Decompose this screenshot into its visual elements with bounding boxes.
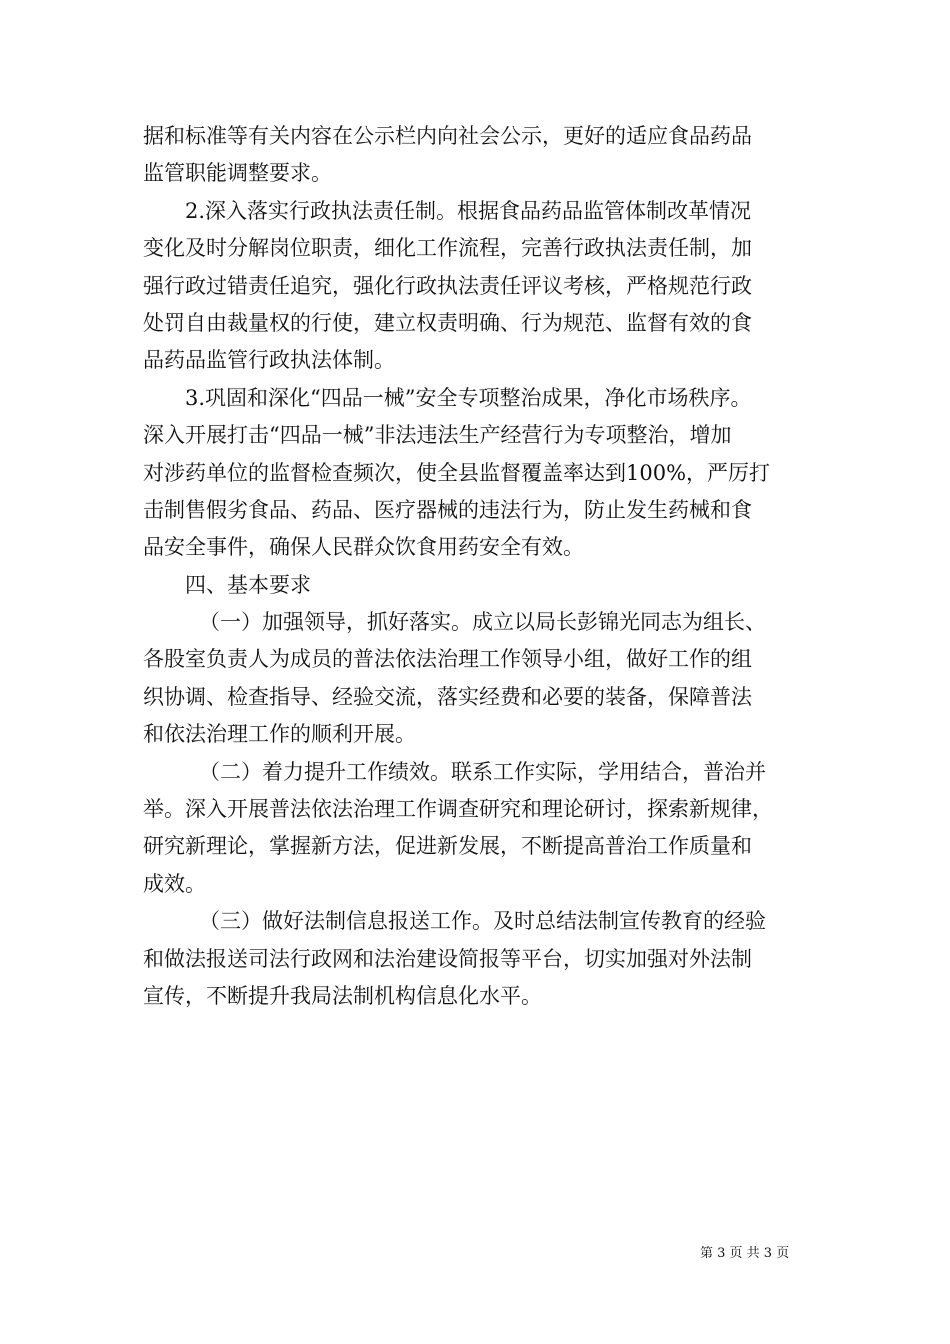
text-line: 强行政过错责任追究，强化行政执法责任评议考核，严格规范行政	[143, 273, 752, 298]
text-line: 深入开展打击“四品一械”非法违法生产经营行为专项整治，增加	[143, 423, 732, 448]
text-line: 品安全事件，确保人民群众饮食用药安全有效。	[143, 535, 584, 560]
paragraph-start-line: （二）着力提升工作绩效。联系工作实际，学用结合，普治并	[199, 759, 766, 784]
text-line: 品药品监管行政执法体制。	[143, 348, 395, 373]
text-line: 对涉药单位的监督检查频次，使全县监督覆盖率达到100%，严厉打	[143, 460, 771, 485]
document-body	[143, 118, 811, 1015]
paragraph-start-line: （三）做好法制信息报送工作。及时总结法制宣传教育的经验	[199, 909, 766, 934]
text-line: 处罚自由裁量权的行使，建立权责明确、行为规范、监督有效的食	[143, 310, 752, 335]
text-line: 研究新理论，掌握新方法，促进新发展，不断提高普治工作质量和	[143, 834, 752, 859]
text-line: 变化及时分解岗位职责，细化工作流程，完善行政执法责任制，加	[143, 236, 752, 261]
text-line: 据和标准等有关内容在公示栏内向社会公示，更好的适应食品药品	[143, 124, 752, 148]
section-heading: 四、基本要求	[185, 572, 311, 597]
text-line: 举。深入开展普法依法治理工作调查研究和理论研讨，探索新规律，	[143, 797, 773, 822]
text-line: 成效。	[143, 871, 206, 896]
text-line: 宣传，不断提升我局法制机构信息化水平。	[143, 983, 542, 1008]
text-line: 和依法治理工作的顺利开展。	[143, 722, 416, 747]
text-line: 织协调、检查指导、经验交流，落实经费和必要的装备，保障普法	[143, 684, 752, 709]
paragraph-start-line: 2.深入落实行政执法责任制。根据食品药品监管体制改革情况	[185, 198, 752, 223]
text-line: 各股室负责人为成员的普法依法治理工作领导小组，做好工作的组	[143, 647, 752, 672]
text-line: 击制售假劣食品、药品、医疗器械的违法行为，防止发生药械和食	[143, 497, 752, 522]
paragraph-start-line: 3.巩固和深化“四品一械”安全专项整治成果，净化市场秩序。	[185, 385, 752, 410]
page-number: 第 3 页 共 3 页	[700, 1246, 790, 1261]
text-line: 和做法报送司法行政网和法治建设简报等平台，切实加强对外法制	[143, 946, 752, 971]
paragraph-start-line: （一）加强领导，抓好落实。成立以局长彭锦光同志为组长、	[199, 610, 766, 635]
text-line: 监管职能调整要求。	[143, 161, 332, 186]
